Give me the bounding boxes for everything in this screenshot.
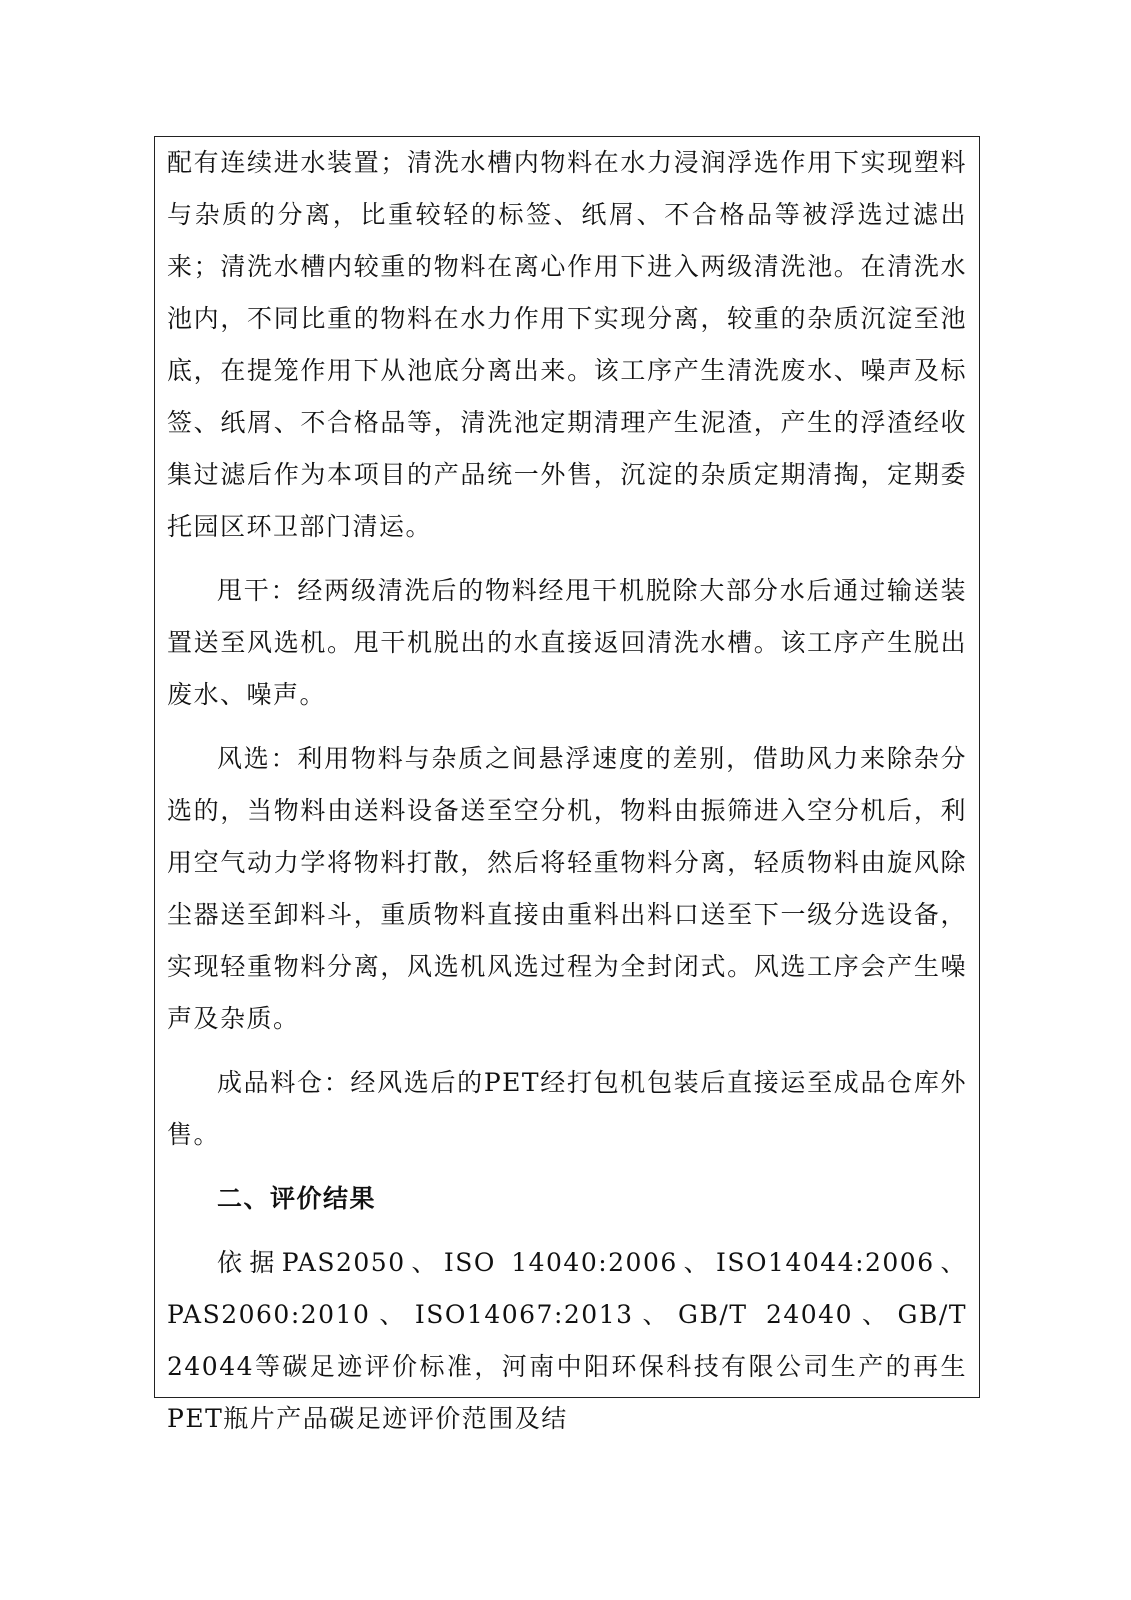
- paragraph-washing-process: 配有连续进水装置；清洗水槽内物料在水力浸润浮选作用下实现塑料与杂质的分离，比重较轻的标签、纸屑、不合格品等被浮选过滤出来；清洗水槽内较重的物料在离心作用下进入两级清洗池。在清洗水池内，不同比重的物料在水力作用下实现分离，较重的杂质沉淀至池底，在提笼作用下从池底分离出来。该工序产生清洗废水、噪声及标签、纸屑、不合格品等，清洗池定期清理产生泥渣，产生的浮渣经收集过滤后作为本项目的产品统一外售，沉淀的杂质定期清掏，定期委托园区环卫部门清运。: [167, 148, 967, 541]
- paragraph-air-separation: 风选：利用物料与杂质之间悬浮速度的差别，借助风力来除杂分选的，当物料由送料设备送至空分机，物料由振筛进入空分机后，利用空气动力学将物料打散，然后将轻重物料分离，轻质物料由旋风除尘器送至卸料斗，重质物料直接由重料出料口送至下一级分选设备，实现轻重物料分离，风选机风选过程为全封闭式。风选工序会产生噪声及杂质。: [167, 744, 967, 1033]
- paragraph-spin-drying: 甩干：经两级清洗后的物料经甩干机脱除大部分水后通过输送装置送至风选机。甩干机脱出的水直接返回清洗水槽。该工序产生脱出废水、噪声。: [167, 576, 967, 709]
- section-heading-evaluation-results: 二、评价结果: [217, 1184, 377, 1213]
- document-frame: [154, 136, 980, 1433]
- paragraph-finished-product-silo: 成品料仓：经风选后的PET经打包机包装后直接运至成品仓库外售。: [167, 1068, 967, 1149]
- document-body: [167, 137, 967, 1445]
- paragraph-evaluation-basis: 依据PAS2050、ISO 14040:2006、ISO14044:2006、PAS2060:2010、ISO14067:2013、GB/T 24040、GB/T 24044等碳足迹评价标准，河南中阳环保科技有限公司生产的再生PET瓶片产品碳足迹评价范围及结: [167, 1248, 967, 1433]
